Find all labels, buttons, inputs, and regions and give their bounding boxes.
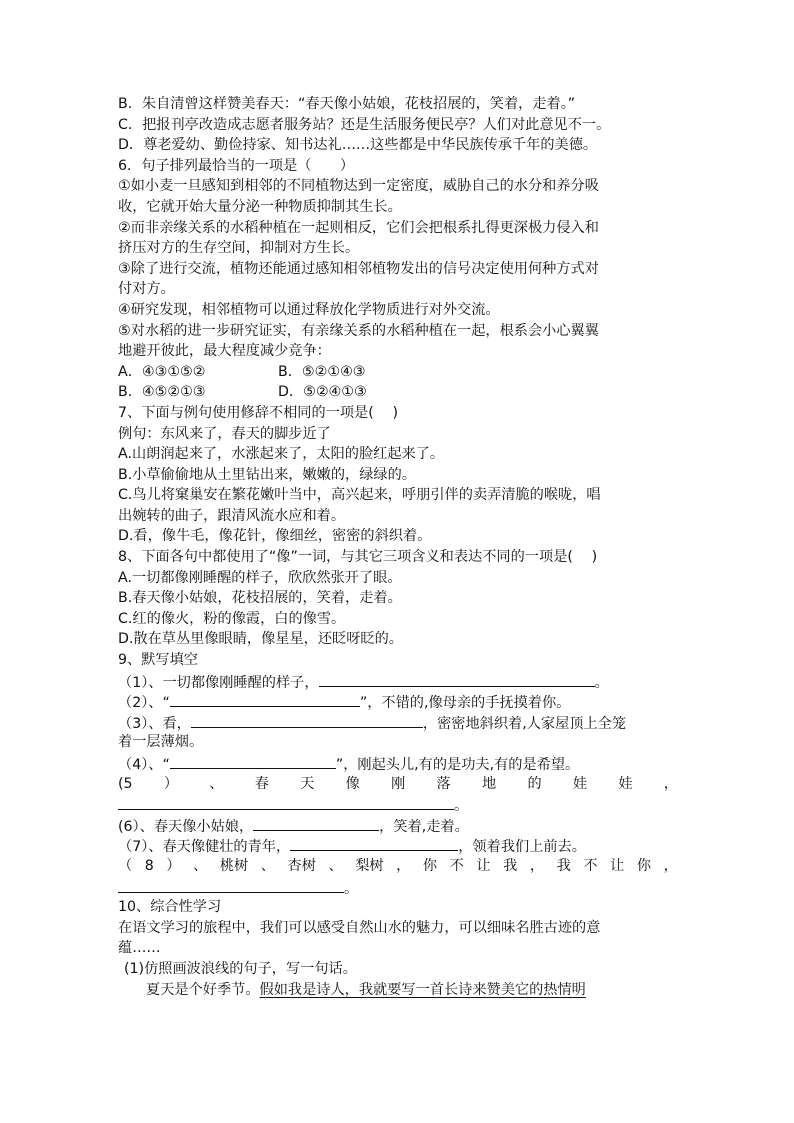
- q9-item-8-token: ，: [529, 857, 545, 874]
- q9-item-5-cont: [118, 794, 678, 815]
- q9-item-8-token: 不: [449, 857, 464, 874]
- q6-option-b: B．⑤②①④③: [278, 363, 366, 380]
- q6-sentence-3a: ③除了进行交流，植物还能通过感知相邻植物发出的信号决定使用何种方式对: [118, 260, 599, 277]
- q9-item-4: [118, 753, 678, 774]
- q9-item-8-token: 你: [636, 857, 652, 874]
- q9-item-8-suffix: 。: [344, 880, 359, 897]
- q9-item-6-prefix: (6）、春天像小姑娘，: [118, 818, 254, 835]
- q7-option-c-2: 出婉转的曲子，跟清风流水应和着。: [118, 507, 346, 524]
- q9-item-8-token: ，: [663, 857, 678, 874]
- q9-blank-2[interactable]: [170, 691, 360, 707]
- q9-item-8-cont: [118, 877, 678, 898]
- q6-title: 6．句子排列最恰当的一项是（ ）: [118, 157, 355, 174]
- q7-example: 例句：东风来了，春天的脚步近了: [118, 425, 331, 442]
- q9-item-5-token: 娃: [618, 775, 633, 792]
- q6-option-d: D．⑤②④①③: [278, 384, 367, 401]
- q9-item-5-suffix: 。: [454, 798, 469, 815]
- q9-blank-6[interactable]: [253, 815, 379, 831]
- q9-item-5-token: 落: [436, 775, 451, 792]
- q10-example-underlined: 假如我是诗人，我就要写一首长诗来赞美它的热情明: [259, 981, 586, 998]
- q9-item-5-token: 的: [527, 775, 542, 792]
- q10-sub-1: (1)仿照画波浪线的句子，写一句话。: [124, 960, 357, 977]
- q9-item-8: [118, 856, 678, 877]
- q9-item-8-token: 我: [556, 857, 571, 874]
- q9-item-3-suffix: ，密密地斜织着,人家屋顶上全笼: [422, 715, 627, 732]
- q9-item-7: [118, 835, 678, 856]
- q8-title: 8、下面各句中都使用了“像”一词，与其它三项含义和表达不同的一项是( ): [118, 549, 598, 566]
- q9-title: 9、默写填空: [118, 652, 198, 669]
- q9-item-8-token: （: [118, 857, 133, 874]
- q9-item-8-token: 桃树: [219, 857, 249, 874]
- q9-item-5-token: 刚: [391, 775, 406, 792]
- q10-example: [118, 980, 678, 1001]
- q9-blank-1[interactable]: [319, 671, 595, 687]
- q6-option-c: B．④⑤②①③: [118, 384, 206, 401]
- q9-item-1: [118, 671, 678, 692]
- q9-blank-7[interactable]: [290, 835, 458, 851]
- q9-item-6-suffix: ，笑着,走着。: [379, 818, 469, 835]
- q9-item-8-token: ，: [396, 857, 411, 874]
- q9-item-8-token: 让: [610, 857, 625, 874]
- q7-title: 7、下面与例句使用修辞不相同的一项是( ): [118, 404, 398, 421]
- q9-item-8-token: 8: [144, 857, 154, 874]
- q9-item-5-token: (5: [118, 775, 133, 792]
- q6-sentence-1b: 收，它就开始大量分泌一种物质抑制其生长。: [118, 198, 402, 215]
- q9-item-6: [118, 815, 678, 836]
- q6-option-a: A．④③①⑤②: [118, 363, 206, 380]
- q9-item-8-token: 、: [260, 857, 275, 874]
- q6-sentence-4: ④研究发现，相邻植物可以通过释放化学物质进行对外交流。: [118, 301, 500, 318]
- q9-item-5-token: 、: [209, 775, 224, 792]
- q7-option-d: D.看，像牛毛，像花针，像细丝，密密的斜织着。: [118, 528, 432, 545]
- q9-blank-3[interactable]: [191, 712, 423, 728]
- q8-option-d: D.散在草丛里像眼睛，像星星，还眨呀眨的。: [118, 631, 403, 648]
- document-page: [118, 94, 678, 1000]
- q9-item-1-suffix: 。: [594, 674, 609, 691]
- q9-item-5: [118, 774, 678, 795]
- q6-sentence-3b: 付对方。: [118, 281, 175, 298]
- q10-example-plain: 夏天是个好季节。: [146, 981, 260, 998]
- q9-item-5-token: ，: [663, 775, 678, 792]
- q9-item-2-suffix: ”，不错的,像母亲的手抚摸着你。: [359, 695, 571, 712]
- q9-item-5-token: 像: [345, 775, 360, 792]
- q9-item-7-prefix: （7）、春天像健壮的青年，: [118, 839, 291, 856]
- q9-item-5-token: 春: [254, 775, 269, 792]
- option-c-line: C．把报刊亭改造成志愿者服务站？还是生活服务便民亭？人们对此意见不一。: [118, 116, 611, 133]
- q9-item-5-token: 天: [300, 775, 315, 792]
- q8-option-a: A.一切都像刚睡醒的样子，欣欣然张开了眼。: [118, 569, 402, 586]
- q9-blank-4[interactable]: [170, 753, 336, 769]
- q9-item-8-token: 让: [476, 857, 491, 874]
- q9-item-5-token: ）: [163, 775, 179, 792]
- q9-item-3-prefix: （3）、看，: [118, 715, 191, 732]
- q9-item-4-suffix: ”，刚起头儿,有的是功夫,有的是希望。: [335, 757, 580, 773]
- q6-sentence-1a: ①如小麦一旦感知到相邻的不同植物达到一定密度，威胁自己的水分和养分吸: [118, 178, 599, 195]
- q6-sentence-2b: 挤压对方的生存空间，抑制对方生长。: [118, 240, 360, 257]
- q6-options-row-1: [118, 362, 678, 383]
- q9-blank-8[interactable]: [118, 877, 344, 893]
- q9-item-3: [118, 712, 678, 733]
- q9-item-8-token: 杏树: [287, 857, 316, 874]
- q9-item-8-token: 梨树: [355, 857, 384, 874]
- q10-intro-2: 蕴……: [118, 940, 161, 957]
- q6-sentence-5b: 地避开彼此，最大程度减少竞争：: [118, 343, 331, 360]
- q10-intro-1: 在语文学习的旅程中，我们可以感受自然山水的魅力，可以细味名胜古迹的意: [118, 919, 601, 936]
- q9-item-8-token: ）: [166, 857, 181, 874]
- q7-option-a: A.山朗润起来了，水涨起来了，太阳的脸红起来了。: [118, 446, 445, 463]
- q9-item-2-prefix: （2）、“: [118, 695, 170, 712]
- q9-item-8-token: 、: [328, 857, 343, 874]
- q9-blank-5[interactable]: [118, 794, 454, 810]
- q6-sentence-5a: ⑤对水稻的进一步研究证实，有亲缘关系的水稻种植在一起，根系会小心翼翼: [118, 322, 599, 339]
- q9-item-8-token: 你: [422, 857, 438, 874]
- q9-item-2: [118, 691, 678, 712]
- q6-sentence-2a: ②而非亲缘关系的水稻种植在一起则相反，它们会把根系扎得更深极力侵入和: [118, 219, 599, 236]
- q9-item-8-token: 不: [583, 857, 598, 874]
- q7-option-c-1: C.鸟儿将窠巢安在繁花嫩叶当中，高兴起来，呼朋引伴的卖弄清脆的喉咙，唱: [118, 487, 601, 504]
- q6-options-row-2: [118, 382, 678, 403]
- q9-item-8-token: 、: [193, 857, 208, 874]
- option-d-line: D．尊老爱幼、勤俭持家、知书达礼……这些都是中华民族传承千年的美德。: [118, 137, 598, 154]
- q9-item-8-token: 我: [503, 857, 518, 874]
- q8-option-b: B.春天像小姑娘，花枝招展的，笑着，走着。: [118, 590, 402, 607]
- q8-option-c: C.红的像火，粉的像霞，白的像雪。: [118, 610, 346, 627]
- q9-item-4-prefix: （4）、“: [118, 757, 170, 773]
- q10-title: 10、综合性学习: [118, 899, 222, 916]
- option-b-line: B．朱自清曾这样赞美春天：“春天像小姑娘，花枝招展的，笑着，走着。”: [118, 96, 576, 112]
- q9-item-3-cont: 着一层薄烟。: [118, 734, 204, 751]
- q7-option-b: B.小草偷偷地从土里钻出来，嫩嫩的，绿绿的。: [118, 466, 416, 483]
- q9-item-5-token: 娃: [572, 775, 588, 792]
- q9-item-1-prefix: （1）、一切都像刚睡醒的样子，: [118, 674, 319, 691]
- q9-item-7-suffix: ，领着我们上前去。: [458, 839, 586, 856]
- q9-item-5-token: 地: [481, 775, 497, 792]
